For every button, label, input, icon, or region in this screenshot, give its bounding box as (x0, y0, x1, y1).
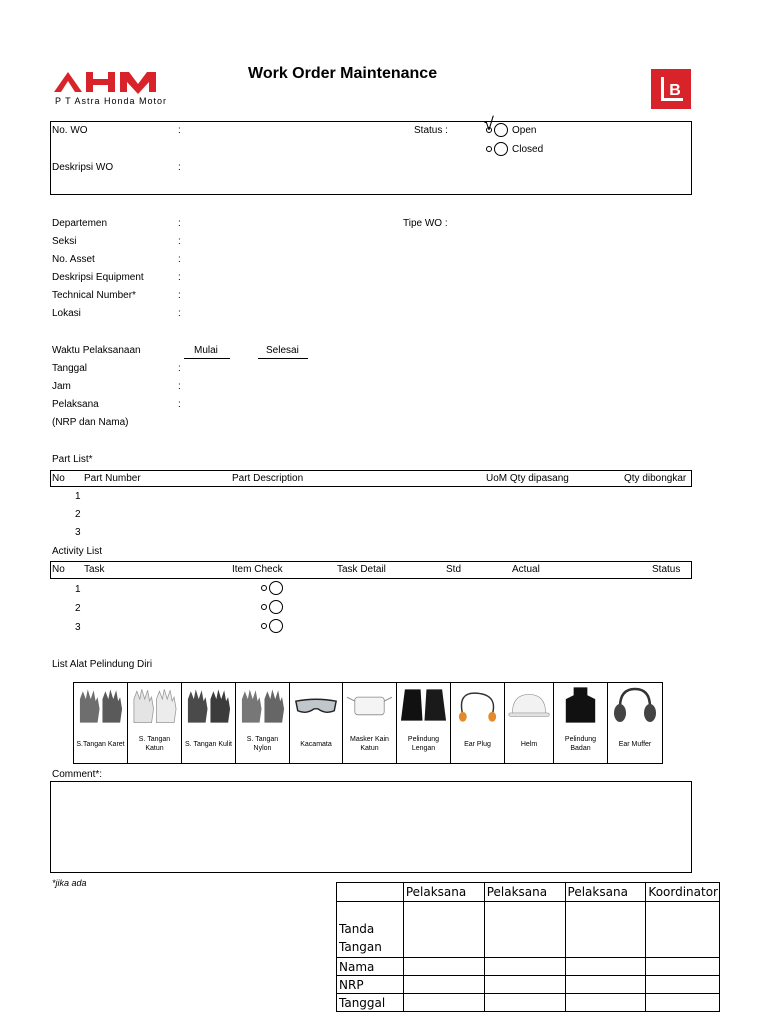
cotton-glove-icon (130, 685, 179, 725)
activity-header-actual: Actual (512, 564, 540, 575)
part-header-description: Part Description (232, 473, 304, 484)
ppe-label: S. Tangan Katun (138, 736, 171, 752)
colon: : (178, 308, 181, 319)
status-open-dot (486, 127, 492, 133)
ppe-title: List Alat Pelindung Diri (52, 659, 153, 670)
nylon-glove-icon (238, 685, 287, 725)
ppe-label: Masker Kain Katun (350, 736, 389, 752)
signature-cell[interactable] (646, 976, 720, 994)
activity-header-no: No (52, 564, 65, 575)
status-open-label: Open (512, 125, 537, 136)
signature-cell[interactable] (646, 958, 720, 976)
signature-cell[interactable] (403, 976, 484, 994)
company-name: P T Astra Honda Motor (55, 96, 168, 106)
ahm-logo-mark (52, 70, 168, 94)
signature-cell[interactable] (565, 976, 646, 994)
signature-row-nrp: NRP (337, 976, 404, 994)
selesai-label: Selesai (266, 345, 299, 356)
activity-row-1: 1 (75, 584, 81, 595)
item-check-radio-2[interactable] (269, 600, 283, 614)
colon: : (178, 381, 181, 392)
ppe-label: Kacamata (300, 740, 332, 748)
signature-cell[interactable] (403, 958, 484, 976)
part-header-part-number: Part Number (84, 473, 141, 484)
mulai-label: Mulai (194, 345, 218, 356)
activity-header-task: Task (84, 564, 105, 575)
signature-cell[interactable] (565, 958, 646, 976)
status-closed-dot (486, 146, 492, 152)
item-check-dot-2 (261, 604, 267, 610)
waktu-label: Waktu Pelaksanaan (52, 345, 141, 356)
signature-cell[interactable] (484, 902, 565, 958)
signature-row-tanda-tangan: Tanda Tangan (337, 902, 404, 958)
ppe-label: S. Tangan Nylon (246, 736, 279, 752)
colon: : (178, 290, 181, 301)
ppe-label: S.Tangan Karet (76, 740, 125, 748)
part-list-header-row (50, 470, 692, 487)
signature-cell[interactable] (484, 958, 565, 976)
status-open-radio[interactable] (494, 123, 508, 137)
signature-cell[interactable] (484, 994, 565, 1012)
helmet-icon (507, 685, 551, 725)
brand-badge-icon (651, 69, 691, 109)
ppe-item-ear-plug (450, 682, 505, 764)
ppe-label: Ear Muffer (618, 740, 652, 748)
part-row-3: 3 (75, 527, 81, 538)
colon: : (178, 254, 181, 265)
item-check-dot-1 (261, 585, 267, 591)
ppe-item-leather-glove (181, 682, 236, 764)
activity-row-3: 3 (75, 622, 81, 633)
signature-cell[interactable] (484, 976, 565, 994)
colon: : (178, 399, 181, 410)
field-deskripsi-equipment: Deskripsi Equipment (52, 272, 144, 283)
field-pelaksana: Pelaksana (52, 399, 99, 410)
comment-box[interactable] (50, 781, 692, 873)
ppe-label: Pelindung Badan (564, 736, 597, 752)
ppe-item-mask (342, 682, 397, 764)
ppe-item-rubber-glove (73, 682, 128, 764)
signature-row-tanggal: Tanggal (337, 994, 404, 1012)
goggles-icon (292, 685, 340, 725)
activity-row-2: 2 (75, 603, 81, 614)
signature-cell[interactable] (565, 994, 646, 1012)
rubber-glove-icon (76, 685, 125, 725)
check-mark: √ (484, 114, 494, 134)
ppe-label: Pelindung Lengan (407, 736, 440, 752)
page-title: Work Order Maintenance (248, 65, 438, 82)
no-wo-colon: : (178, 125, 181, 136)
ahm-logo (52, 70, 168, 99)
field-departemen: Departemen (52, 218, 108, 229)
signature-cell[interactable] (565, 902, 646, 958)
signature-cell[interactable] (646, 902, 720, 958)
deskripsi-wo-colon: : (178, 162, 181, 173)
signature-header-koordinator: Koordinator (646, 883, 720, 902)
comment-label: Comment*: (52, 769, 103, 780)
field-jam: Jam (52, 381, 71, 392)
ppe-item-cotton-glove (127, 682, 182, 764)
part-header-qty-dibongkar: Qty dibongkar (624, 473, 687, 484)
item-check-radio-1[interactable] (269, 581, 283, 595)
activity-header-status: Status (652, 564, 681, 575)
field-tanggal: Tanggal (52, 363, 88, 374)
ppe-item-goggles (289, 682, 343, 764)
ppe-label: Helm (520, 740, 538, 748)
colon: : (178, 218, 181, 229)
colon: : (178, 363, 181, 374)
tipe-wo-label: Tipe WO : (403, 218, 448, 229)
apron-icon (556, 685, 605, 725)
mulai-underline (184, 358, 230, 359)
no-wo-label: No. WO (52, 125, 88, 136)
arm-protector-icon (399, 685, 448, 725)
activity-header-std: Std (446, 564, 462, 575)
ppe-item-nylon-glove (235, 682, 290, 764)
activity-list-title: Activity List (52, 546, 103, 557)
field-seksi: Seksi (52, 236, 77, 247)
part-header-uom: UoM Qty dipasang (486, 473, 569, 484)
ear-plug-icon (453, 685, 502, 725)
signature-header-pelaksana-1: Pelaksana (403, 883, 484, 902)
selesai-underline (258, 358, 308, 359)
field-lokasi: Lokasi (52, 308, 81, 319)
ppe-item-arm-protector (396, 682, 451, 764)
ppe-item-helmet (504, 682, 554, 764)
signature-header-pelaksana-3: Pelaksana (565, 883, 646, 902)
field-no-asset: No. Asset (52, 254, 95, 265)
item-check-dot-3 (261, 623, 267, 629)
part-list-title: Part List* (52, 454, 93, 465)
signature-cell[interactable] (646, 994, 720, 1012)
part-header-no: No (52, 473, 65, 484)
ppe-item-apron (553, 682, 608, 764)
svg-text:B: B (669, 82, 681, 99)
colon: : (178, 272, 181, 283)
signature-cell[interactable] (403, 994, 484, 1012)
nrp-note: (NRP dan Nama) (52, 417, 129, 428)
footnote: *jika ada (52, 878, 87, 888)
deskripsi-wo-label: Deskripsi WO (52, 162, 114, 173)
status-closed-label: Closed (512, 144, 544, 155)
activity-header-item-check: Item Check (232, 564, 283, 575)
signature-table (336, 882, 720, 1012)
ppe-item-ear-muff (607, 682, 663, 764)
mask-icon (345, 685, 394, 725)
colon: : (178, 236, 181, 247)
status-closed-radio[interactable] (494, 142, 508, 156)
ear-muff-icon (610, 685, 660, 725)
activity-header-task-detail: Task Detail (337, 564, 386, 575)
signature-corner (337, 883, 404, 902)
signature-header-pelaksana-2: Pelaksana (484, 883, 565, 902)
leather-glove-icon (184, 685, 233, 725)
signature-cell[interactable] (403, 902, 484, 958)
part-row-2: 2 (75, 509, 81, 520)
ppe-label: S. Tangan Kulit (185, 740, 232, 748)
signature-row-nama: Nama (337, 958, 404, 976)
part-row-1: 1 (75, 491, 81, 502)
item-check-radio-3[interactable] (269, 619, 283, 633)
status-label: Status : (414, 125, 448, 136)
field-technical-number: Technical Number* (52, 290, 136, 301)
ppe-label: Ear Plug (464, 740, 491, 748)
wo-info-box (50, 121, 692, 195)
